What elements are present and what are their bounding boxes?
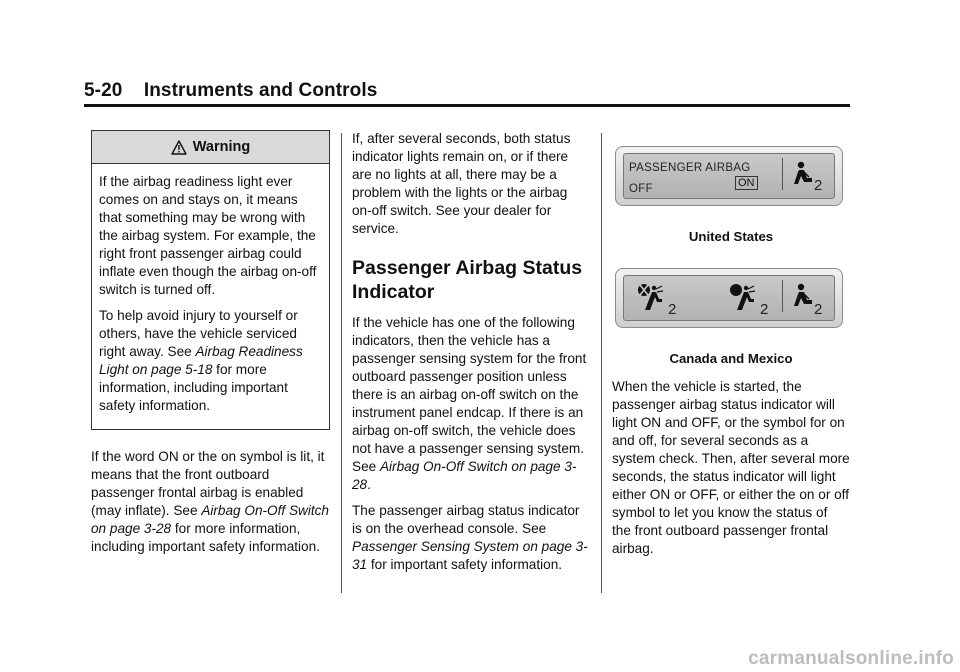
indicator-panel-us-face [623, 153, 835, 199]
panel-divider-ca [782, 280, 783, 312]
panel-divider [782, 158, 783, 190]
panel-number-on: 2 [760, 301, 769, 318]
col2-paragraph-2-text: The passenger airbag status indicator is on the overhead console. See [352, 503, 580, 536]
warning-paragraph-1: If the airbag readiness light ever comes on and stays on, it means that something may be wrong with the airbag system. For example, the right front passenger airbag could inflate even though the airbag on-off switch is turned off. [99, 174, 317, 297]
warning-paragraph-2 [99, 307, 322, 415]
col2-paragraph-1-text: If the vehicle has one of the following indicators, then the vehicle has a passenger sensing system for the front outboard passenger position unless there is an airbag on-off switch on the instrument panel endcap. If there is an airbag on-off switch, the vehicle does not have a passenger sensing system. See [352, 315, 587, 474]
col2-paragraph-1-tail: . [367, 477, 371, 492]
page-header [84, 80, 850, 107]
panel-seat-number: 2 [814, 177, 823, 194]
caption-canada-mexico: Canada and Mexico [669, 351, 793, 366]
warning-paragraph-2-tail: for more information, including important safety information. [99, 362, 288, 413]
col1-paragraph [91, 448, 331, 556]
xref-airbag-on-off-switch-2[interactable]: Airbag On-Off Switch on page 3-28 [352, 459, 577, 492]
col1-paragraph-text: If the word ON or the on symbol is lit, it means that the front outboard passenger frontal airbag is enabled (may inflate). See [91, 449, 325, 518]
warning-box [91, 130, 330, 430]
panel-number-seat: 2 [814, 301, 823, 318]
passenger-seat-icon [792, 160, 816, 192]
column-divider-2 [601, 133, 602, 593]
panel-label-passenger-airbag: PASSENGER AIRBAG [629, 162, 751, 174]
warning-paragraph-2-text: To help avoid injury to yourself or others, have the vehicle serviced right away. See [99, 308, 298, 359]
section-title: Instruments and Controls [143, 80, 378, 101]
warning-triangle-icon [171, 140, 187, 155]
col2-paragraph-2-tail: for important safety information. [367, 557, 563, 572]
panel-label-off: OFF [629, 183, 653, 195]
panel-label-on: ON [735, 176, 758, 190]
col2-paragraph-1 [352, 314, 588, 494]
warning-header [92, 131, 329, 164]
warning-title: Warning [192, 139, 251, 155]
xref-airbag-on-off-switch[interactable]: Airbag On-Off Switch on page 3-28 [91, 503, 329, 536]
column-divider-1 [341, 133, 342, 593]
column-2 [352, 130, 588, 582]
column-3 [612, 130, 850, 566]
indicator-panel-us [615, 146, 843, 206]
col3-paragraph: When the vehicle is started, the passenger airbag status indicator will light ON and OFF, or the symbol for on and off, for several seconds as a system check. Then, after several more seconds, the status indicator will light either ON or OFF, or either the on or off symbol to let you know the status of the front outboard passenger frontal airbag. [612, 379, 850, 556]
section-heading: Passenger Airbag Status Indicator [352, 257, 583, 303]
column-1 [91, 130, 331, 564]
passenger-seat-icon [792, 282, 816, 314]
col2-paragraph-2 [352, 502, 588, 574]
airbag-off-icon [632, 282, 672, 316]
warning-body [92, 164, 329, 429]
indicator-panel-canada [615, 268, 843, 328]
col1-paragraph-tail: for more information, including important safety information. [91, 521, 320, 554]
indicator-panel-canada-face [623, 275, 835, 321]
xref-passenger-sensing-system[interactable]: Passenger Sensing System on page 3-31 [352, 539, 588, 572]
panel-number-off: 2 [668, 301, 677, 318]
watermark: carmanualsonline.info [748, 648, 954, 669]
page-number: 5-20 [84, 80, 123, 101]
airbag-on-icon [724, 282, 764, 316]
caption-united-states: United States [688, 229, 774, 244]
col2-intro: If, after several seconds, both status indicator lights remain on, or if there are no lights at all, there may be a problem with the lights or the airbag on-off switch. See your dealer for service. [352, 131, 571, 236]
xref-airbag-readiness-light[interactable]: Airbag Readiness Light on page 5-18 [99, 344, 303, 377]
